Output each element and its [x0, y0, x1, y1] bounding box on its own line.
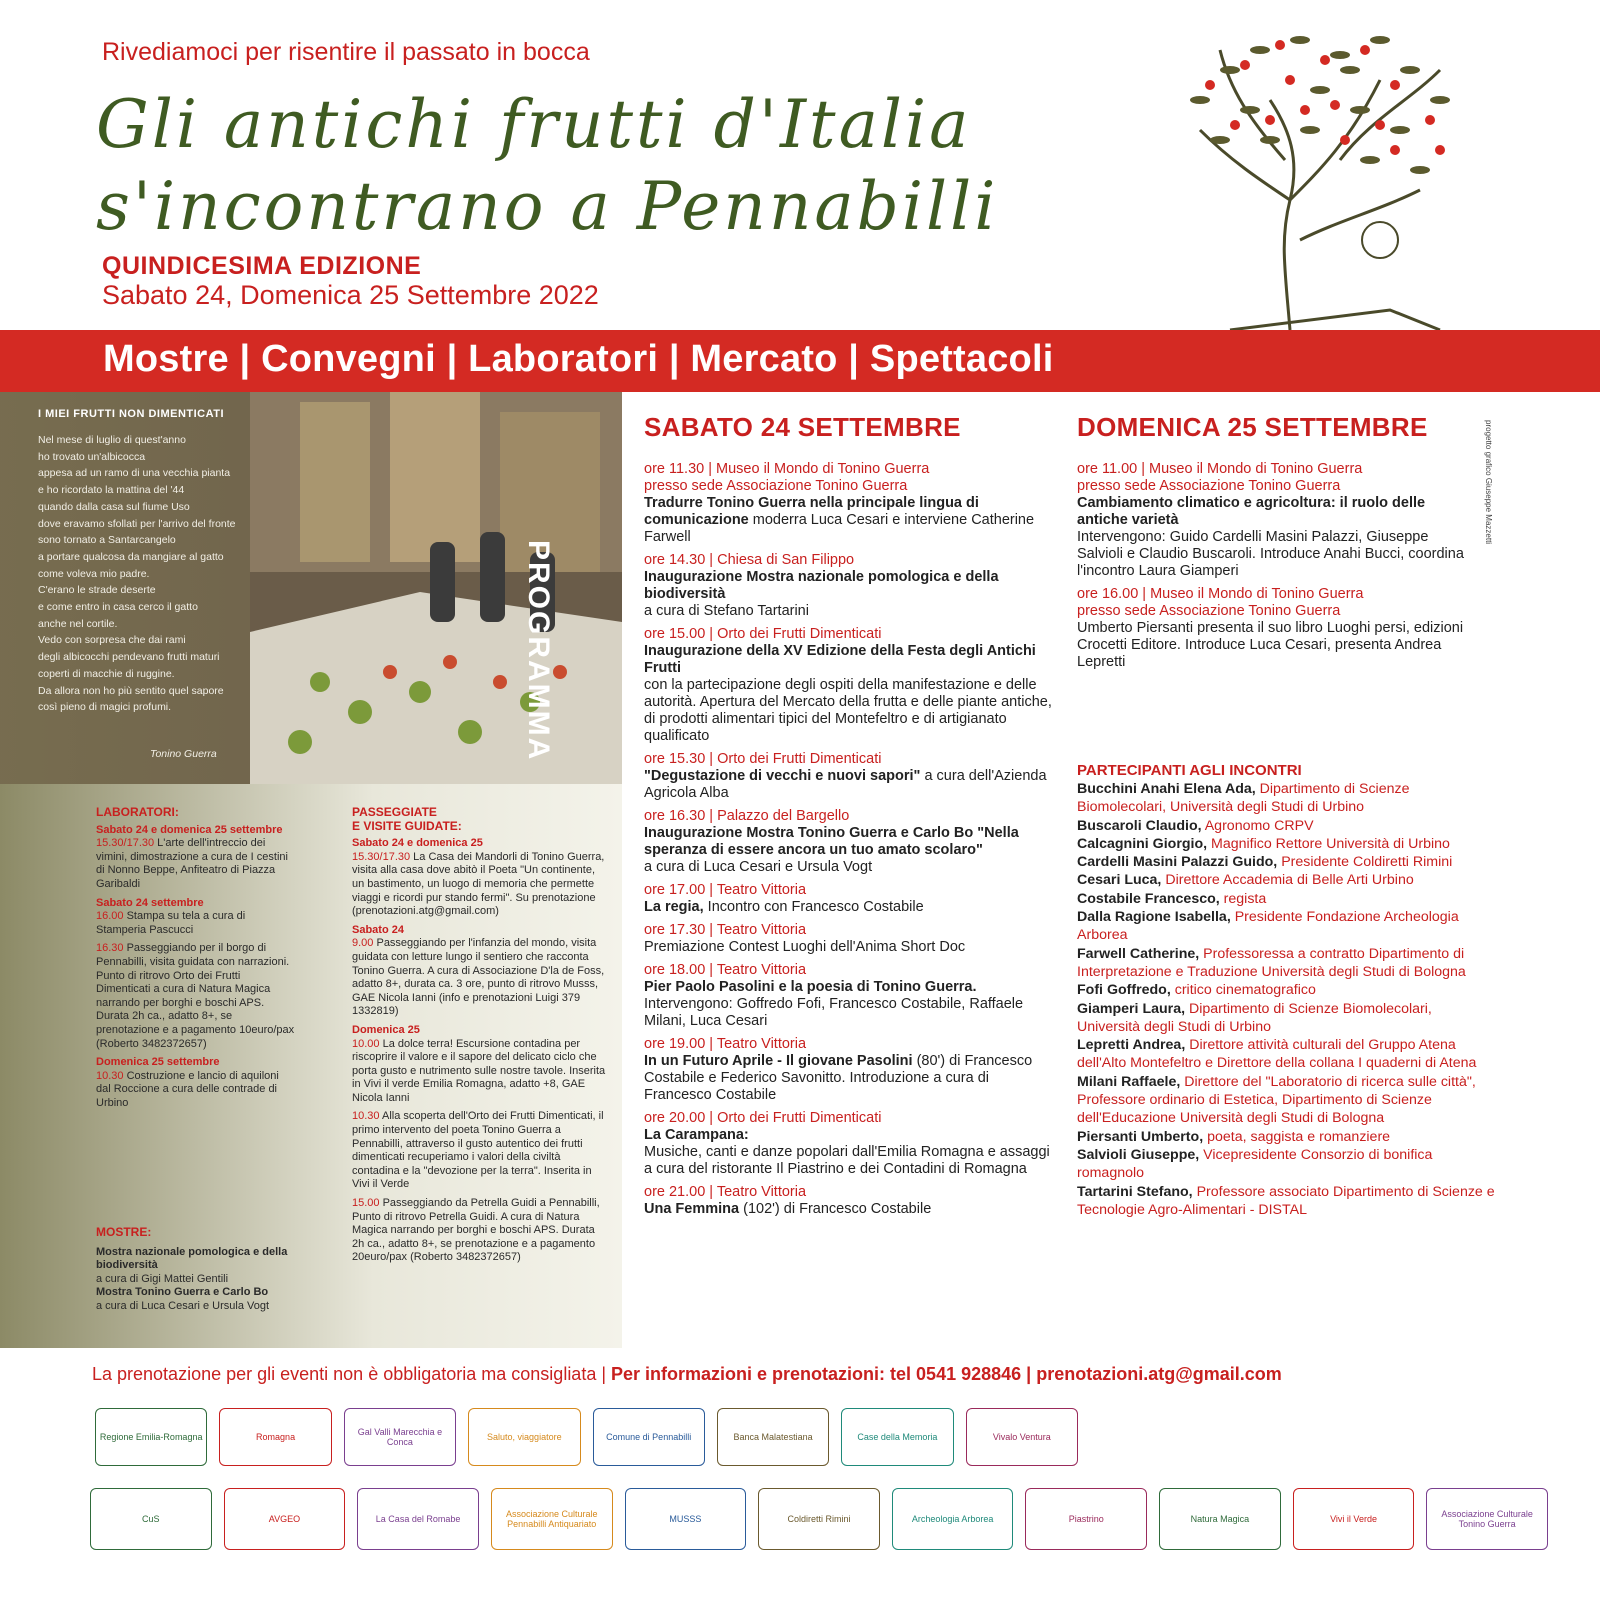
participant-name: Milani Raffaele, — [1077, 1073, 1181, 1090]
event-details: Premiazione Contest Luoghi dell'Anima Short Doc — [644, 939, 966, 955]
event-item — [644, 1110, 1054, 1178]
participant-name: Calcagnini Giorgio, — [1077, 835, 1208, 852]
event-item — [644, 882, 1054, 916]
passeggiate-group-head: Domenica 25 — [352, 1023, 420, 1036]
partner-logo: Vivi il Verde — [1293, 1488, 1415, 1550]
laboratori-item — [96, 837, 296, 891]
passeggiate-item-time: 10.30 — [352, 1110, 380, 1123]
participant — [1077, 817, 1497, 835]
event-time-place: ore 17.30 | Teatro Vittoria — [644, 922, 807, 938]
participant — [1077, 945, 1497, 982]
booking-note: La prenotazione per gli eventi non è obbligatoria ma consigliata | — [92, 1364, 612, 1384]
participant — [1077, 1073, 1497, 1128]
partner-logo: Gal Valli Marecchia e Conca — [344, 1408, 456, 1466]
laboratori-item — [96, 1070, 296, 1111]
participant-role: Direttore attività culturali del Gruppo Atena dell'Alto Montefeltro e Direttore della collana I quaderni di Atena — [1077, 1037, 1477, 1072]
participant — [1077, 1183, 1497, 1220]
participant-name: Tartarini Stefano, — [1077, 1183, 1193, 1200]
passeggiate-group-head: Sabato 24 e domenica 25 — [352, 837, 483, 850]
event-item — [644, 1036, 1054, 1104]
event-item — [644, 552, 1054, 620]
event-item — [644, 751, 1054, 802]
participant-name: Giamperi Laura, — [1077, 1000, 1186, 1017]
passeggiate-item-time: 9.00 — [352, 937, 374, 950]
participant-role: Presidente Coldiretti Rimini — [1277, 854, 1453, 871]
partner-logo: Archeologia Arborea — [892, 1488, 1014, 1550]
laboratori-title: LABORATORI: — [96, 805, 179, 819]
participant-name: Salvioli Giuseppe, — [1077, 1146, 1200, 1163]
partner-logo: CuS — [90, 1488, 212, 1550]
event-details: (102') di Francesco Costabile — [739, 1201, 932, 1217]
event-item — [644, 626, 1054, 745]
participant-role: regista — [1219, 890, 1267, 907]
participant-role: Dipartimento di Scienze Biomolecolari, Università degli Studi di Urbino — [1077, 1000, 1432, 1035]
event-details: a cura di Stefano Tartarini — [644, 603, 809, 619]
event-title: Inaugurazione della XV Edizione della Festa degli Antichi Frutti — [644, 643, 1036, 676]
event-title: In un Futuro Aprile - Il giovane Pasolini — [644, 1053, 913, 1069]
event-venue: presso sede Associazione Tonino Guerra — [1077, 478, 1341, 494]
passeggiate-title-2: E VISITE GUIDATE: — [352, 818, 462, 833]
participant-role: poeta, saggista e romanziere — [1203, 1128, 1391, 1145]
participant-name: Lepretti Andrea, — [1077, 1037, 1186, 1054]
passeggiate-item-text: Passeggiando da Petrella Guidi a Pennabilli, Punto di ritrovo Petrella Guidi. A cura di Natura Magica narrando per borghi e boschi APS. Durata 2h ca., adatto 8+, se prenotazione e a pagamento 20euro/pax (Roberto 3482372657) — [352, 1197, 600, 1264]
participant-role: Magnifico Rettore Università di Urbino — [1207, 835, 1450, 852]
participant — [1077, 1036, 1497, 1073]
participant — [1077, 908, 1497, 945]
participant — [1077, 890, 1497, 908]
event-title: Una Femmina — [644, 1201, 740, 1217]
event-details: Umberto Piersanti presenta il suo libro Luoghi persi, edizioni Crocetti Editore. Introduce Luca Cesari, presenta Andrea Lepretti — [1077, 620, 1464, 670]
laboratori-group-head: Sabato 24 settembre — [96, 896, 204, 909]
event-title: La regia, — [644, 899, 704, 915]
event-details: Musiche, canti e danze popolari dall'Emilia Romagna e assaggi a cura del ristorante Il Piastrino e dei Contadini di Romagna — [644, 1144, 1050, 1177]
participant — [1077, 853, 1497, 871]
partner-logo: Coldiretti Rimini — [758, 1488, 880, 1550]
passeggiate-group-head: Sabato 24 — [352, 923, 404, 936]
event-title: Cambiamento climatico e agricoltura: il ruolo delle antiche varietà — [1077, 495, 1426, 528]
event-time-place: ore 15.30 | Orto dei Frutti Dimenticati — [644, 751, 882, 767]
programma-label: PROGRAMMA — [522, 540, 555, 762]
tree-illustration-icon — [1140, 10, 1560, 340]
participant — [1077, 871, 1497, 889]
participant-role: Agronomo CRPV — [1201, 817, 1314, 834]
event-time-place: ore 20.00 | Orto dei Frutti Dimenticati — [644, 1110, 882, 1126]
event-item — [644, 1184, 1054, 1218]
event-time-place: ore 18.00 | Teatro Vittoria — [644, 962, 807, 978]
event-title: Pier Paolo Pasolini e la poesia di Tonino Guerra. — [644, 979, 977, 995]
passeggiate-item-text: La Casa dei Mandorli di Tonino Guerra, visita alla casa dove abitò il Poeta "Un continente, un bastimento, un luogo di memoria che permette viaggi e ricordi pur stando fermi". Su prenotazione (prenotazioni.atg@gmail.com) — [352, 850, 605, 918]
event-details: Intervengono: Guido Cardelli Masini Palazzi, Giuseppe Salvioli e Claudio Buscaroli. Introduce Anahi Bucci, coordina l'incontro Laura Giamperi — [1077, 529, 1464, 579]
passeggiate-item — [352, 937, 607, 1019]
laboratori-item-text: L'arte dell'intreccio dei vimini, dimostrazione a cura de I cestini di Nonno Beppe, Anfiteatro di Piazza Garibaldi — [96, 837, 288, 890]
laboratori-item-text: Costruzione e lancio di aquiloni dal Roccione a cura delle contrade di Urbino — [96, 1069, 279, 1109]
edition-label: QUINDICESIMA EDIZIONE — [102, 252, 422, 280]
event-title: "Degustazione di vecchi e nuovi sapori" — [644, 768, 921, 784]
participant-name: Dalla Ragione Isabella, — [1077, 909, 1231, 926]
participant-role: critico cinematografico — [1170, 982, 1316, 999]
participant — [1077, 835, 1497, 853]
passeggiate-item — [352, 1197, 607, 1265]
event-item — [644, 461, 1054, 546]
event-item — [1077, 461, 1477, 580]
participant-role: Professoressa a contratto Dipartimento di Interpretazione e Traduzione Università degli Studi di Bologna — [1077, 945, 1466, 980]
passeggiate-item — [352, 851, 607, 919]
category-banner-text: Mostre | Convegni | Laboratori | Mercato | Spettacoli — [103, 338, 1054, 380]
partner-logo: Regione Emilia-Romagna — [95, 1408, 207, 1466]
partner-logo: Saluto, viaggiatore — [468, 1408, 580, 1466]
participant-role: Direttore del "Laboratorio di ricerca sulle città", Professore ordinario di Estetica, Dipartimento di Scienze dell'Educazione Università degli Studi di Bologna — [1077, 1073, 1476, 1127]
event-details: (80') di Francesco Costabile e Federico Savonitto. Introduzione a cura di Francesco Costabile — [644, 1053, 1033, 1103]
mostre-title: MOSTRE: — [96, 1225, 152, 1239]
participant — [1077, 1000, 1497, 1037]
event-item — [644, 808, 1054, 876]
participant-role: Dipartimento di Scienze Biomolecolari, Università degli Studi di Urbino — [1077, 781, 1410, 816]
passeggiate-item — [352, 1110, 607, 1192]
event-details: moderra Luca Cesari e interviene Catherine Farwell — [644, 512, 1035, 545]
partner-logo: MUSSS — [625, 1488, 747, 1550]
laboratori-group-head: Sabato 24 e domenica 25 settembre — [96, 823, 283, 836]
tagline: Rivediamoci per risentire il passato in bocca — [102, 38, 590, 66]
event-item — [644, 922, 1054, 956]
event-time-place: ore 11.00 | Museo il Mondo di Tonino Guerra — [1077, 461, 1363, 477]
partner-logo: Case della Memoria — [841, 1408, 953, 1466]
event-venue: presso sede Associazione Tonino Guerra — [1077, 603, 1341, 619]
laboratori-item-text: Stampa su tela a cura di Stamperia Pascucci — [96, 910, 246, 936]
laboratori-item-text: Passeggiando per il borgo di Pennabilli, visita guidata con narrazioni. Punto di ritrovo Orto dei Frutti Dimenticati a cura di Natura Magica narrando per borghi e boschi APS. Durata 2h ca., adatto 8+, se prenotazione e a pagamento 10euro/pax (Roberto 3482372657) — [96, 942, 295, 1050]
event-time-place: ore 16.00 | Museo il Mondo di Tonino Guerra — [1077, 586, 1364, 602]
participant-name: Bucchini Anahi Elena Ada, — [1077, 781, 1256, 797]
partner-logo: AVGEO — [224, 1488, 346, 1550]
poem-title: I MIEI FRUTTI NON DIMENTICATI — [38, 408, 225, 420]
laboratori-item-time: 16.00 — [96, 910, 124, 923]
saturday-column — [644, 412, 1054, 1224]
mostre-section — [96, 1226, 296, 1314]
passeggiate-item — [352, 1038, 607, 1106]
participant-role: Presidente Fondazione Archeologia Arborea — [1077, 909, 1459, 944]
sunday-column — [1077, 412, 1477, 677]
event-details: Intervengono: Goffredo Fofi, Francesco Costabile, Raffaele Milani, Luca Cesari — [644, 996, 1024, 1029]
graphic-credit: progetto grafico Giuseppe Mazzetti — [1484, 420, 1493, 545]
mostra-name: Mostra nazionale pomologica e della biodiversità — [96, 1245, 288, 1272]
passeggiate-item-time: 15.00 — [352, 1197, 380, 1210]
participant-name: Costabile Francesco, — [1077, 890, 1220, 907]
event-time-place: ore 19.00 | Teatro Vittoria — [644, 1036, 807, 1052]
passeggiate-item-text: La dolce terra! Escursione contadina per riscoprire il valore e il sapore del delicato ciclo che porta gusto e nutrimento sulle nostre tavole. Inserita in Vivi il verde Emilia Romagna, adatto +8, GAE Nicola Ianni — [352, 1037, 606, 1104]
participant — [1077, 1128, 1497, 1146]
partner-logo: Piastrino — [1025, 1488, 1147, 1550]
mostra-name: Mostra Tonino Guerra e Carlo Bo — [96, 1286, 269, 1299]
laboratori-item — [96, 942, 296, 1051]
event-venue: presso sede Associazione Tonino Guerra — [644, 478, 908, 494]
laboratori-group-head: Domenica 25 settembre — [96, 1056, 220, 1069]
passeggiate-item-text: Passeggiando per l'infanzia del mondo, visita guidata con letture lungo il sentiero che racconta Tonino Guerra. A cura di Associazione D'la de Foss, adatto 8+, durata ca. 3 ore, punto di ritrovo Musss, GAE Nicola Ianni (info e prenotazioni Luigi 379 1332819) — [352, 937, 605, 1018]
participants-section — [1077, 762, 1497, 1219]
mostra-curator: a cura di Gigi Mattei Gentili — [96, 1272, 229, 1285]
participant-role: Vicepresidente Consorzio di bonifica romagnolo — [1077, 1146, 1433, 1182]
participant — [1077, 780, 1497, 817]
partner-logo: Natura Magica — [1159, 1488, 1281, 1550]
event-time-place: ore 14.30 | Chiesa di San Filippo — [644, 552, 855, 568]
event-time-place: ore 16.30 | Palazzo del Bargello — [644, 808, 850, 824]
event-time-place: ore 15.00 | Orto dei Frutti Dimenticati — [644, 626, 882, 642]
contact-info[interactable]: Per informazioni e prenotazioni: tel 0541 928846 | prenotazioni.atg@gmail.com — [611, 1364, 1282, 1384]
title-line-2: s'incontrano a Pennabilli — [96, 168, 999, 245]
event-details: a cura dell'Azienda Agricola Alba — [644, 768, 1047, 801]
participant-name: Piersanti Umberto, — [1077, 1128, 1204, 1145]
partner-logo: Associazione Culturale Pennabilli Antiquariato — [491, 1488, 613, 1550]
event-title: La Carampana: — [644, 1127, 749, 1143]
participant-name: Farwell Catherine, — [1077, 945, 1200, 962]
event-time-place: ore 21.00 | Teatro Vittoria — [644, 1184, 807, 1200]
event-time-place: ore 11.30 | Museo il Mondo di Tonino Guerra — [644, 461, 930, 477]
laboratori-section — [96, 806, 296, 1115]
partner-logo: Romagna — [219, 1408, 331, 1466]
saturday-title: SABATO 24 SETTEMBRE — [644, 412, 961, 442]
partner-logo: La Casa del Romabe — [357, 1488, 479, 1550]
laboratori-item-time: 15.30/17.30 — [96, 837, 155, 850]
participant-name: Fofi Goffredo, — [1077, 982, 1171, 999]
passeggiate-item-time: 10.00 — [352, 1037, 380, 1050]
participant-name: Cardelli Masini Palazzi Guido, — [1077, 854, 1278, 871]
mostra-curator: a cura di Luca Cesari e Ursula Vogt — [96, 1299, 270, 1312]
poem-text: Nel mese di luglio di quest'anno ho trovato un'albicocca appesa ad un ramo di una vecchia pianta e ho ricordato la mattina del '44 quando dalla casa sul fiume Uso dove eravamo sfollati per l'arrivo del fronte sono tornato a Santarcangelo a portare qualcosa da mangiare al gatto come voleva mio padre. C'erano le strade deserte e come entro in casa cerco il gatto anche nel cortile. Vedo con sorpresa che dai rami degli albicocchi pendevano frutti maturi coperti di macchie di ruggine. Da allora non ho più sentito quel sapore così pieno di magici profumi. — [38, 434, 236, 714]
event-details: Incontro con Francesco Costabile — [703, 899, 924, 915]
laboratori-item-time: 16.30 — [96, 942, 124, 955]
event-dates: Sabato 24, Domenica 25 Settembre 2022 — [102, 280, 599, 310]
participant-role: Professore associato Dipartimento di Scienze e Tecnologie Agro-Alimentari - DISTAL — [1077, 1183, 1495, 1218]
participant — [1077, 1146, 1497, 1183]
laboratori-item-time: 10.30 — [96, 1069, 124, 1082]
participant — [1077, 981, 1497, 999]
partner-logo: Vivalo Ventura — [966, 1408, 1078, 1466]
passeggiate-item-text: Alla scoperta dell'Orto dei Frutti Dimenticati, il primo intervento del poeta Tonino Guerra a Pennabilli, attraverso il gusto autentico dei frutti dimenticati recuperiamo i valori della civiltà contadina e la "devozione per la terra". Inserita in Vivi il Verde — [352, 1110, 604, 1191]
booking-info — [92, 1364, 1282, 1385]
sunday-title: DOMENICA 25 SETTEMBRE — [1077, 412, 1428, 442]
poem-author: Tonino Guerra — [150, 748, 217, 760]
passeggiate-title-1: PASSEGGIATE — [352, 805, 437, 819]
participant-name: Buscaroli Claudio, — [1077, 817, 1202, 834]
participants-title: PARTECIPANTI AGLI INCONTRI — [1077, 762, 1302, 779]
partner-logo: Comune di Pennabilli — [593, 1408, 705, 1466]
event-title: Tradurre Tonino Guerra nella principale lingua di comunicazione — [644, 495, 979, 528]
event-details: con la partecipazione degli ospiti della manifestazione e delle autorità. Apertura del Mercato della frutta e delle piante antiche, di prodotti alimentari tipici del Montefeltro e di artigianato qualificato — [644, 677, 1052, 744]
event-item — [1077, 586, 1477, 671]
event-time-place: ore 17.00 | Teatro Vittoria — [644, 882, 807, 898]
passeggiate-item-time: 15.30/17.30 — [352, 850, 411, 863]
title-line-1: Gli antichi frutti d'Italia — [96, 86, 972, 163]
laboratori-item — [96, 910, 296, 937]
event-item — [644, 962, 1054, 1030]
event-title: Inaugurazione Mostra nazionale pomologica e della biodiversità — [644, 569, 999, 602]
participant-role: Direttore Accademia di Belle Arti Urbino — [1161, 872, 1414, 889]
participant-name: Cesari Luca, — [1077, 872, 1162, 889]
event-details: a cura di Luca Cesari e Ursula Vogt — [644, 859, 873, 875]
partner-logo: Associazione Culturale Tonino Guerra — [1426, 1488, 1548, 1550]
partner-logo: Banca Malatestiana — [717, 1408, 829, 1466]
passeggiate-section — [352, 806, 607, 1270]
event-title: Inaugurazione Mostra Tonino Guerra e Carlo Bo "Nella speranza di essere ancora un tuo amato scolaro" — [644, 825, 1019, 858]
